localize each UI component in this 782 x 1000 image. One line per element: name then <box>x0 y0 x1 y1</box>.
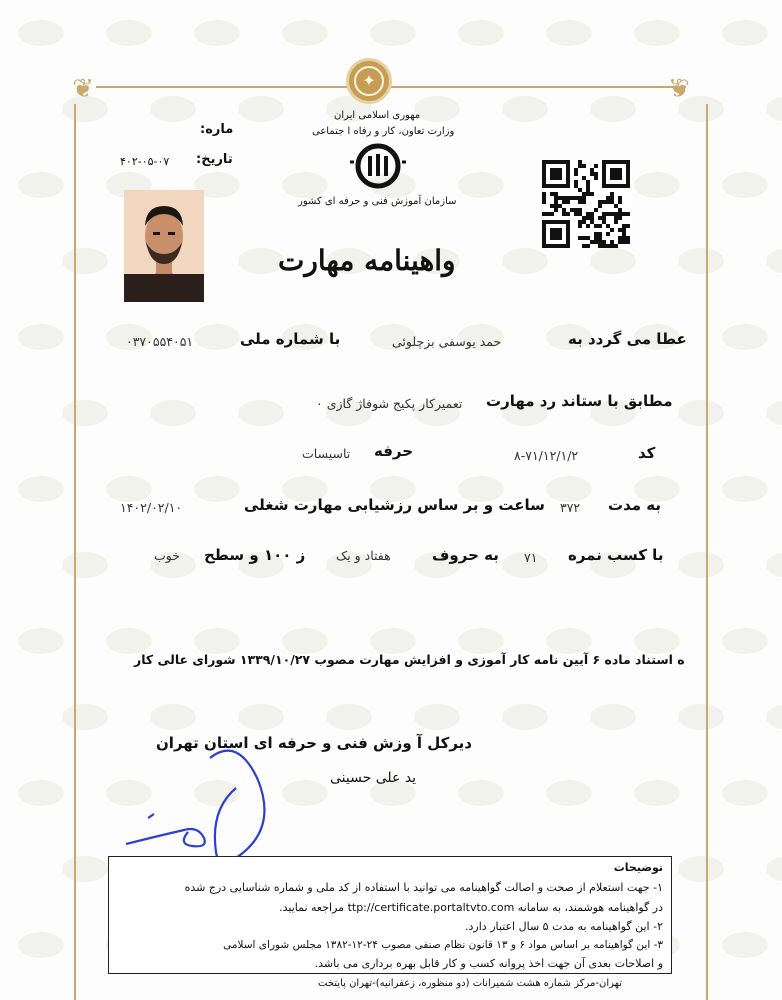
watermark-tile <box>150 704 196 730</box>
qr-module <box>582 200 586 204</box>
letters-value: هفتاد و یک <box>336 548 391 563</box>
duration-value: ۳۷۲ <box>560 500 581 515</box>
header-country: مهوری اسلامی ایران <box>334 110 421 121</box>
hours-label: ساعت و بر ساس رزشیابی مهارت شغلی <box>244 496 545 514</box>
watermark-tile <box>370 20 416 46</box>
trade-value: تاسیسات <box>302 446 351 461</box>
watermark-tile <box>546 20 592 46</box>
header-organization: سازمان آموزش فنی و حرفه ای کشور <box>298 196 457 207</box>
iran-emblem-icon: ✦ <box>346 58 392 104</box>
qr-module <box>578 224 582 228</box>
signatory-title: دیرکل آ وزش فنی و حرفه ای استان تهران <box>156 734 473 752</box>
watermark-tile <box>634 628 680 654</box>
frame-corner-ornament-left: ❦ <box>72 74 94 104</box>
level-value: خوب <box>154 548 180 563</box>
watermark-tile <box>546 476 592 502</box>
watermark-tile <box>634 20 680 46</box>
watermark-tile <box>590 248 636 274</box>
certificate-title: واهینامه مهارت <box>278 244 456 277</box>
qr-module <box>550 212 554 216</box>
watermark-tile <box>62 552 108 578</box>
standard-label: مطابق با ستاند رد مهارت <box>486 392 673 410</box>
watermark-tile <box>194 324 240 350</box>
trade-label: حرفه <box>374 442 414 460</box>
watermark-tile <box>194 628 240 654</box>
qr-module <box>626 240 630 244</box>
qr-module <box>542 200 546 204</box>
watermark-tile <box>766 96 782 122</box>
qr-module <box>618 216 622 220</box>
signatory-name: ید علی حسینی <box>330 770 417 786</box>
watermark-tile <box>502 96 548 122</box>
qr-module <box>594 176 598 180</box>
watermark-tile <box>62 400 108 426</box>
qr-module <box>594 164 598 168</box>
code-value: ۸-۷۱/۱۲/۱/۲ <box>514 448 579 463</box>
watermark-tile <box>502 248 548 274</box>
watermark-tile <box>414 704 460 730</box>
watermark-tile <box>18 476 64 502</box>
watermark-tile <box>194 20 240 46</box>
standard-value: تعمیرکار پکیج شوفاژ گازی ٠ <box>316 396 463 411</box>
watermark-tile <box>62 248 108 274</box>
watermark-tile <box>678 856 724 882</box>
watermark-tile <box>238 704 284 730</box>
footer-address: تهران-مرکز شماره هشت شمیرانات (دو منظوره، زعفرانیه)-تهران پایتخت <box>318 978 623 989</box>
qr-finder <box>542 160 570 188</box>
watermark-tile <box>502 704 548 730</box>
qr-module <box>566 200 570 204</box>
qr-module <box>614 244 618 248</box>
watermark-tile <box>106 476 152 502</box>
watermark-tile <box>18 780 64 806</box>
qr-module <box>566 212 570 216</box>
watermark-tile <box>238 96 284 122</box>
watermark-tile <box>546 780 592 806</box>
watermark-tile <box>766 552 782 578</box>
out-of-level-label: ز ۱۰۰ و سطح <box>204 546 306 564</box>
notes-line-5: و اصلاحات بعدی آن جهت اخذ پروانه کسب و کار قابل بهره برداری می باشد. <box>314 957 663 970</box>
qr-module <box>554 208 558 212</box>
watermark-tile <box>722 932 768 958</box>
notes-line-4: ۳- این گواهینامه بر اساس مواد ۶ و ۱۳ قانون نظام صنفی مصوب ۲۴-۱۲-۱۳۸۲ مجلس شورای اسلامی <box>223 939 663 951</box>
watermark-tile <box>18 20 64 46</box>
watermark-tile <box>458 20 504 46</box>
watermark-tile <box>678 552 724 578</box>
frame-right-border <box>706 104 708 1000</box>
watermark-tile <box>150 400 196 426</box>
watermark-tile <box>766 856 782 882</box>
tvto-logo-icon <box>348 142 408 190</box>
qr-module <box>590 192 594 196</box>
qr-module <box>606 232 610 236</box>
watermark-tile <box>282 172 328 198</box>
watermark-tile <box>678 248 724 274</box>
frame-corner-ornament-right: ❦ <box>668 74 690 104</box>
watermark-tile <box>766 248 782 274</box>
watermark-tile <box>194 476 240 502</box>
holder-photo <box>124 190 204 302</box>
notes-line-3: ۲- این گواهینامه به مدت ۵ سال اعتبار دارد. <box>465 920 663 933</box>
watermark-tile <box>62 856 108 882</box>
watermark-tile <box>458 780 504 806</box>
date-value: ۴۰۲-۰۵-۰۷ <box>120 155 170 168</box>
watermark-tile <box>18 628 64 654</box>
watermark-tile <box>634 780 680 806</box>
watermark-tile <box>678 400 724 426</box>
watermark-tile <box>678 704 724 730</box>
national-id-value: ۰۳۷۰۵۵۴۰۵۱ <box>126 334 194 349</box>
watermark-tile <box>106 628 152 654</box>
awarded-label: عطا می گردد به <box>568 330 687 348</box>
watermark-tile <box>722 324 768 350</box>
watermark-tile <box>546 628 592 654</box>
watermark-tile <box>150 96 196 122</box>
qr-module <box>598 224 602 228</box>
qr-module <box>586 224 590 228</box>
watermark-tile <box>766 400 782 426</box>
watermark-tile <box>722 20 768 46</box>
duration-label: به مدت <box>608 496 661 514</box>
watermark-tile <box>722 476 768 502</box>
code-label: کد <box>638 444 656 462</box>
watermark-tile <box>370 628 416 654</box>
qr-module <box>626 224 630 228</box>
watermark-tile <box>722 628 768 654</box>
watermark-tile <box>18 932 64 958</box>
watermark-tile <box>722 172 768 198</box>
letters-label: به حروف <box>432 546 499 564</box>
notes-heading: توضیحات <box>613 861 663 874</box>
qr-module <box>582 164 586 168</box>
watermark-tile <box>106 20 152 46</box>
qr-finder <box>602 160 630 188</box>
qr-module <box>574 172 578 176</box>
watermark-tile <box>282 20 328 46</box>
number-label: ماره: <box>200 122 234 137</box>
watermark-tile <box>722 780 768 806</box>
date-label: تاریخ: <box>196 152 233 167</box>
watermark-tile <box>18 324 64 350</box>
watermark-tile <box>62 704 108 730</box>
watermark-tile <box>18 172 64 198</box>
frame-left-border <box>74 104 76 1000</box>
notes-box <box>108 856 672 974</box>
watermark-tile <box>282 628 328 654</box>
watermark-tile <box>458 172 504 198</box>
watermark-tile <box>766 704 782 730</box>
watermark-tile <box>634 172 680 198</box>
notes-line-1: ۱- جهت استعلام از صحت و اصالت گواهینامه می توانید با استفاده از کد ملی و شماره شناسایی درج شده <box>184 881 663 894</box>
qr-module <box>598 204 602 208</box>
qr-module <box>610 228 614 232</box>
qr-finder <box>542 220 570 248</box>
score-value: ۷۱ <box>524 550 538 565</box>
watermark-tile <box>590 704 636 730</box>
watermark-tile <box>414 96 460 122</box>
watermark-tile <box>590 96 636 122</box>
qr-module <box>614 220 618 224</box>
header-ministry: وزارت تعاون، کار و رفاه ا جتماعی <box>312 126 455 137</box>
qr-module <box>586 244 590 248</box>
qr-module <box>594 208 598 212</box>
awarded-name: حمد یوسفی بزچلوئی <box>392 334 502 349</box>
notes-line-2: در گواهینامه هوشمند، به سامانه ttp://certificate.portaltvto.com مراجعه نمایید. <box>279 901 663 914</box>
score-label: با کسب نمره <box>568 546 664 564</box>
regulation-text: ه استناد ماده ۶ آیین نامه کار آموزی و افزایش مهارت مصوب ۱۳۳۹/۱۰/۲۷ شورای عالی کار <box>134 652 685 667</box>
watermark-tile <box>458 628 504 654</box>
exam-date: ۱۴۰۲/۰۲/۱۰ <box>120 500 183 515</box>
watermark-tile <box>238 400 284 426</box>
national-id-label: با شماره ملی <box>240 330 341 348</box>
qr-module <box>618 200 622 204</box>
watermark-tile <box>326 704 372 730</box>
qr-module <box>626 212 630 216</box>
qr-code <box>542 160 630 248</box>
